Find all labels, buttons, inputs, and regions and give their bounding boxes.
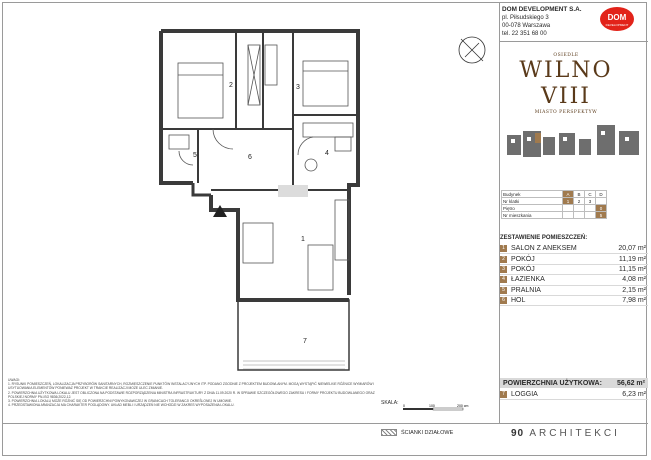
room-row <box>500 254 648 264</box>
room-name: POKÓJ <box>511 265 535 273</box>
params-cell: 2 <box>574 198 585 205</box>
legend-label: ŚCIANKI DZIAŁOWE <box>401 429 454 436</box>
sheet-frame <box>2 2 647 456</box>
params-cell: 3 <box>585 198 596 205</box>
room-number: 4 <box>500 276 507 283</box>
room-area: 4,08 m² <box>622 276 646 284</box>
project-osiedle: OSIEDLE <box>553 53 579 58</box>
note-item: 4. PRZEDSTAWIONA ARANŻACJA MA CHARAKTER POGLĄDOWY. UKŁAD MEBLI I URZĄDZEŃ NIE WCHODZI W ZAKRES WYPOSAŻENIA LOKALU. <box>8 403 235 408</box>
room-number: 7 <box>500 391 507 398</box>
svg-text:DOM: DOM <box>607 13 627 22</box>
plan-label-6: 6 <box>248 154 252 161</box>
company-phone: tel. 22 351 68 00 <box>502 31 547 37</box>
north-arrow-icon <box>455 33 489 67</box>
company-info <box>502 6 602 38</box>
usable-area-label: POWIERZCHNIA UŻYTKOWA: <box>503 379 602 387</box>
scale-bar <box>403 405 493 411</box>
room-area: 11,15 m² <box>618 265 646 273</box>
project-logo <box>511 53 621 115</box>
right-panel-divider <box>499 3 500 423</box>
architect-number: 90 <box>511 428 525 439</box>
svg-text:200 cm: 200 cm <box>457 404 469 408</box>
room-number: 1 <box>500 245 507 252</box>
unit-params-table <box>501 190 607 219</box>
params-cell: 5 <box>596 212 607 219</box>
svg-text:100: 100 <box>429 404 435 408</box>
params-cell: 0 <box>596 205 607 212</box>
room-area: 20,07 m² <box>618 245 646 253</box>
params-label-klatka: Nr klatki <box>502 198 563 205</box>
footer-divider <box>3 423 648 424</box>
plan-label-1: 1 <box>301 236 305 243</box>
room-name: HOL <box>511 297 526 305</box>
room-name: PRALNIA <box>511 286 541 294</box>
company-city: 00-078 Warszawa <box>502 23 551 29</box>
dom-development-logo <box>598 5 636 33</box>
room-area: 6,23 m² <box>622 391 646 399</box>
room-row <box>500 286 648 296</box>
scale-label: SKALA: <box>381 400 399 406</box>
site-key-plan <box>501 117 645 173</box>
params-cell <box>574 212 585 219</box>
usable-area-value: 56,62 m² <box>616 379 645 387</box>
params-cell <box>574 205 585 212</box>
params-cell <box>563 205 574 212</box>
params-cell <box>596 198 607 205</box>
params-cell: 1 <box>563 198 574 205</box>
hatch-swatch-icon <box>381 429 397 436</box>
notes-block <box>8 378 376 407</box>
params-cell <box>563 212 574 219</box>
usable-area-bar <box>500 378 648 388</box>
room-name: LOGGIA <box>511 391 538 399</box>
plan-label-3: 3 <box>296 84 300 91</box>
params-cell: B <box>574 191 585 198</box>
loggia-row <box>500 390 648 400</box>
rooms-title: ZESTAWIENIE POMIESZCZEŃ: <box>500 235 588 241</box>
company-street: pl. Piłsudskiego 3 <box>502 15 549 21</box>
note-item: 3. POWIERZCHNIA LOKALU MOŻE RÓŻNIĆ SIĘ OD POWIERZCHNI POWYKONAWCZEJ W GRANICACH TOLERANCJI OKREŚLONEJ W UMOWIE. <box>8 399 232 404</box>
room-row <box>500 275 648 285</box>
params-cell <box>585 212 596 219</box>
params-cell <box>585 205 596 212</box>
plan-label-2: 2 <box>229 82 233 89</box>
room-area: 7,98 m² <box>622 297 646 305</box>
room-number: 5 <box>500 287 507 294</box>
project-name: WILNO VIII <box>519 58 613 109</box>
params-cell: C <box>585 191 596 198</box>
legend <box>381 429 453 436</box>
svg-text:DEVELOPMENT: DEVELOPMENT <box>605 23 629 27</box>
notes-title: UWAGI: <box>8 378 20 382</box>
params-label-budynek: Budynek <box>502 191 563 198</box>
project-tagline: MIASTO PERSPEKTYW <box>534 110 598 115</box>
note-item: 1. RYSUNKI POMIESZCZEŃ, LOKALIZACJA PRZYBORÓW SANITARNYCH, ROZMIESZCZENIE PUNKTÓW INSTALACYJNYCH ITP. PODANO ZGODNIE Z PROJEKTEM BUDOWLANYM. MOGĄ WYSTĄPIĆ NIEWIELKIE RÓŻNICE WYMIARÓW I USYTUOWANIA ELEMENTÓW PONIEWAŻ PROJEKT W TRAKCIE REALIZACJI MOŻE ULEC ZMIANIE. <box>8 382 375 391</box>
rooms-list <box>500 244 648 306</box>
params-label-mieszkanie: Nr mieszkania <box>502 212 563 219</box>
plan-label-4: 4 <box>325 150 329 157</box>
params-label-pietro: Piętro <box>502 205 563 212</box>
room-name: ŁAZIENKA <box>511 276 545 284</box>
room-row <box>500 390 648 400</box>
room-name: POKÓJ <box>511 255 535 263</box>
room-number: 3 <box>500 266 507 273</box>
architect-logo <box>511 428 620 439</box>
room-number: 2 <box>500 256 507 263</box>
right-panel-divider-top <box>499 41 648 42</box>
room-row <box>500 296 648 306</box>
params-cell: D <box>596 191 607 198</box>
plan-label-7: 7 <box>303 338 307 345</box>
room-row <box>500 265 648 275</box>
company-name: DOM DEVELOPMENT S.A. <box>502 6 582 13</box>
plan-label-5: 5 <box>193 152 197 159</box>
svg-text:0: 0 <box>403 404 405 408</box>
params-cell: A <box>563 191 574 198</box>
room-row <box>500 244 648 254</box>
room-area: 11,19 m² <box>618 255 646 263</box>
room-area: 2,15 m² <box>622 286 646 294</box>
floor-plan <box>153 25 453 375</box>
note-item: 2. POWIERZCHNIA UŻYTKOWA LOKALU JEST OBLICZONA NA PODSTAWIE ROZPORZĄDZENIA MINISTRA INFRASTRUKTURY Z DNIA 11.09.2020 R. W SPRAWIE SZCZEGÓŁOWEGO ZAKRESU I FORMY PROJEKTU BUDOWLANEGO ORAZ POLSKIEJ NORMY PN-ISO 9836:2022-12. <box>8 390 375 399</box>
room-number: 6 <box>500 297 507 304</box>
room-name: SALON Z ANEKSEM <box>511 245 577 253</box>
architect-name: ARCHITEKCI <box>529 428 620 439</box>
